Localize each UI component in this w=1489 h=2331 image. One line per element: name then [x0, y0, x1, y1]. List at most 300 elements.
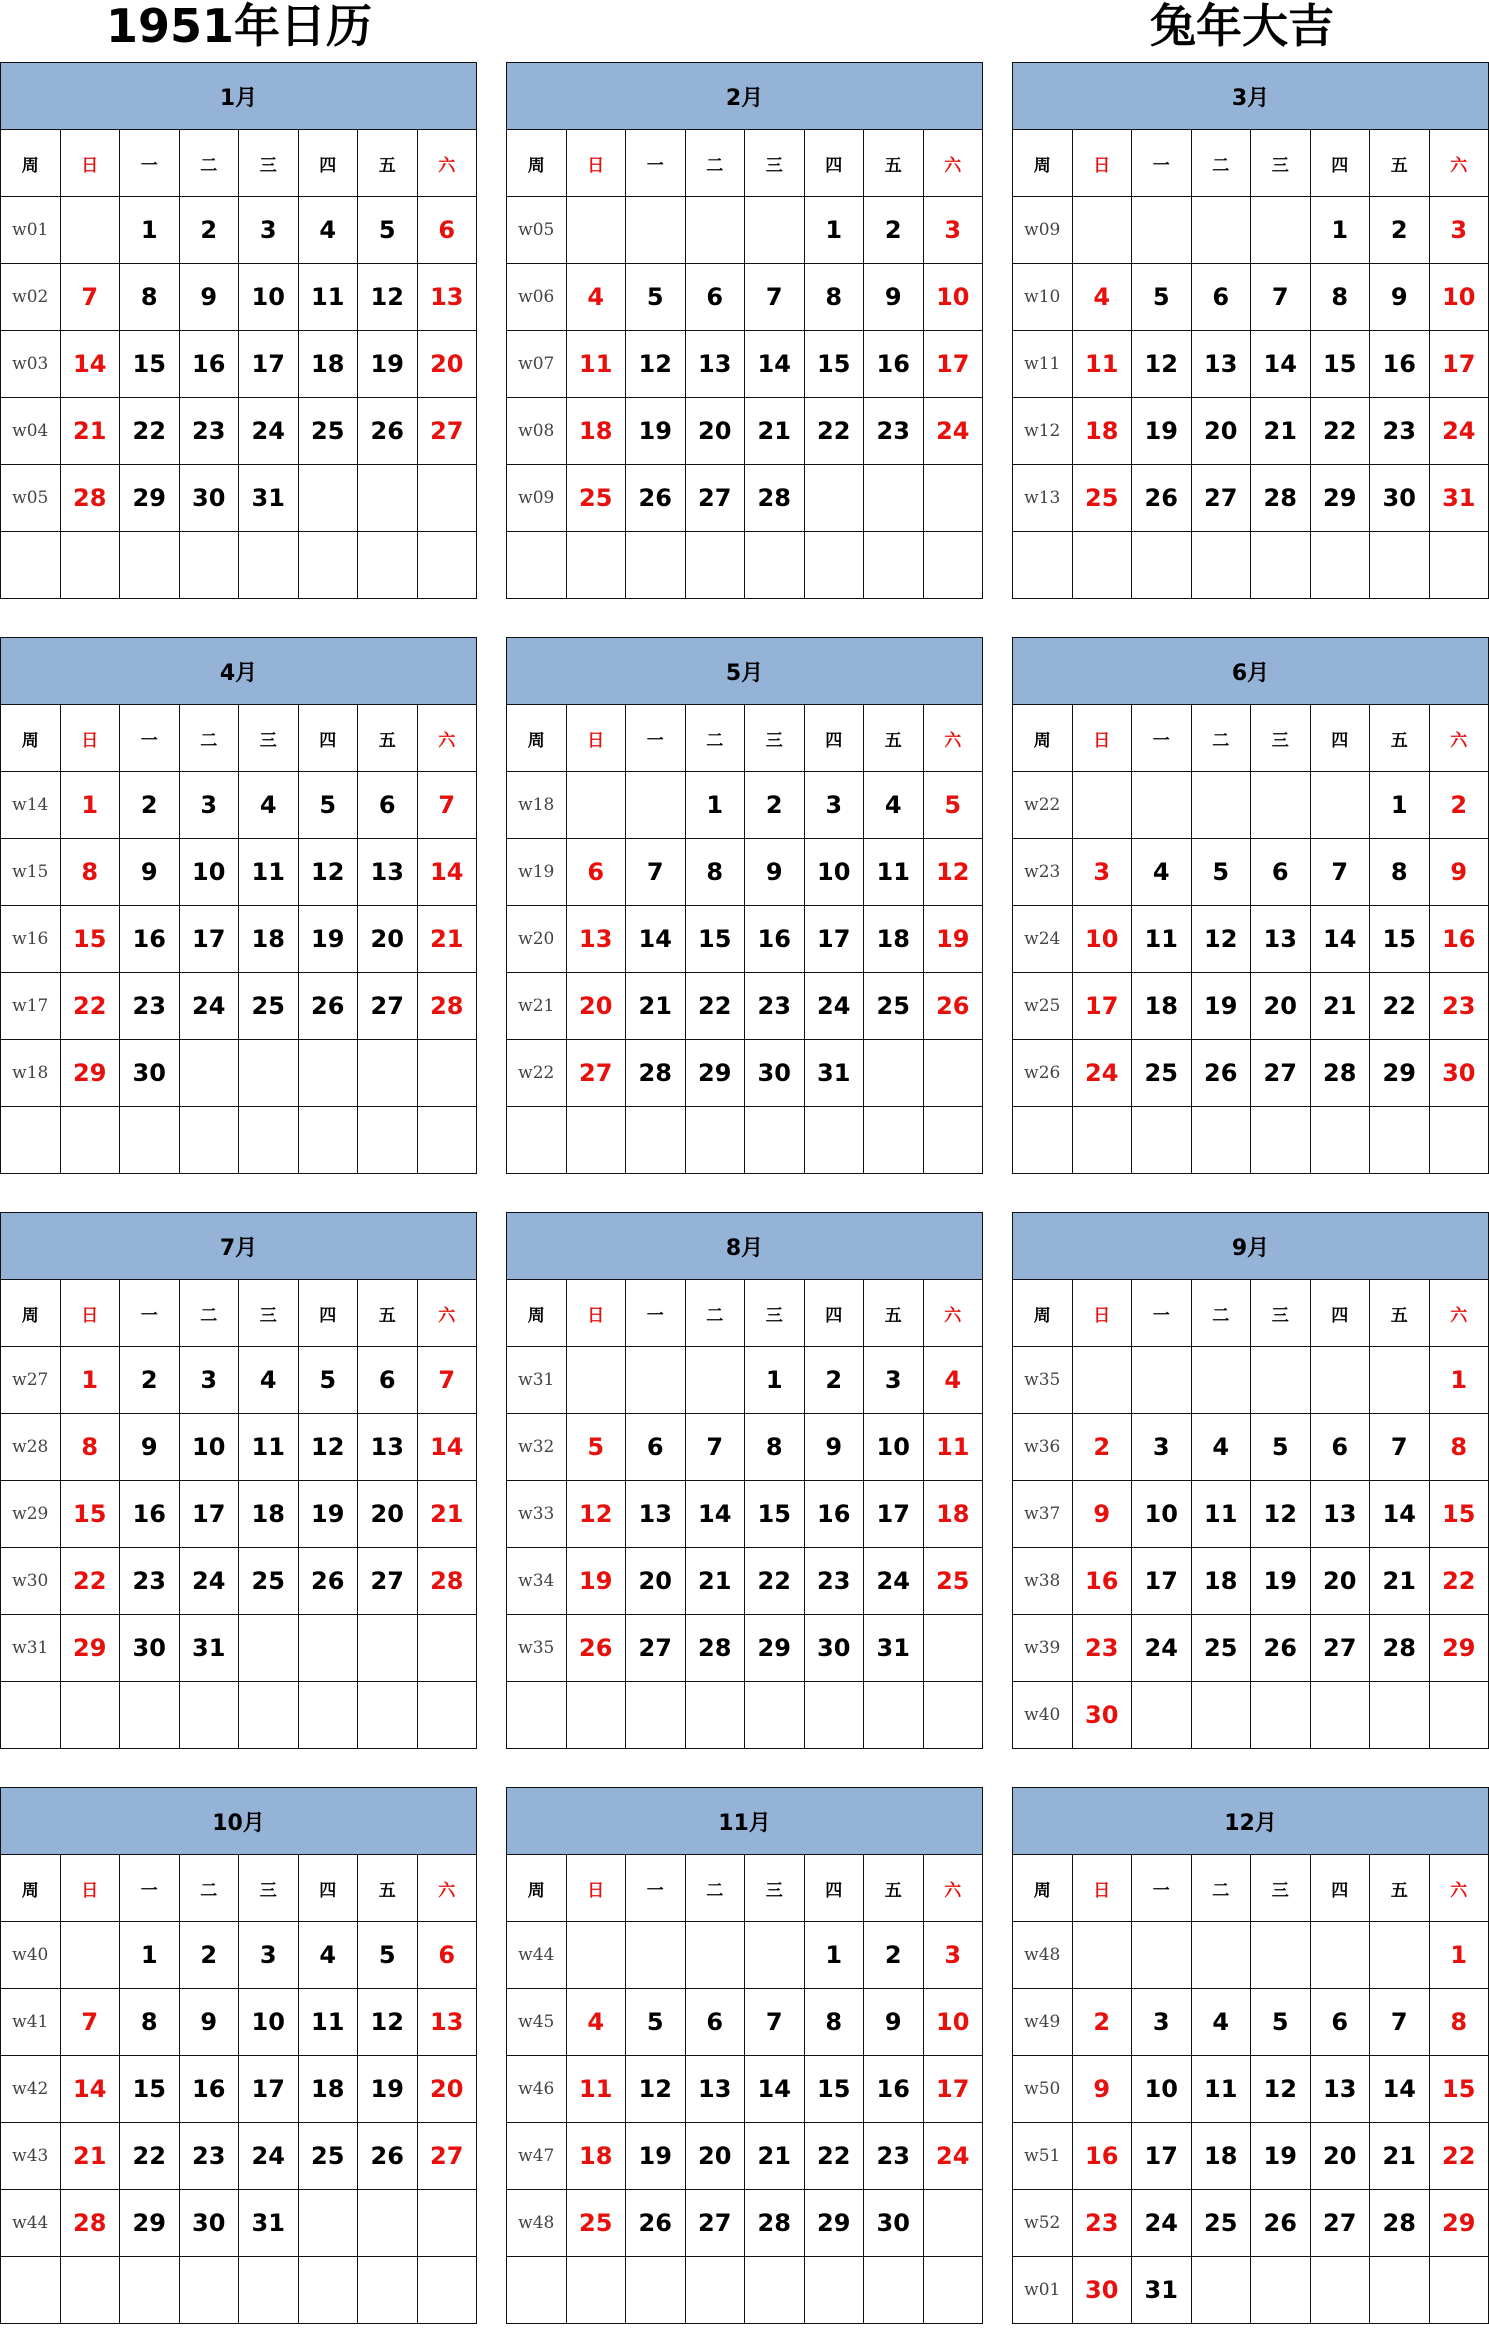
day-cell: 8 [60, 1414, 120, 1481]
day-cell: 2 [1072, 1989, 1132, 2056]
day-cell: 26 [566, 1615, 626, 1682]
day-cell: 6 [417, 197, 477, 264]
day-cell: 24 [1429, 398, 1489, 465]
day-cell: 15 [685, 906, 745, 973]
weekday-label: 二 [685, 1280, 745, 1347]
day-cell: 12 [626, 331, 686, 398]
day-cell: 3 [1072, 839, 1132, 906]
day-cell: 10 [1132, 1481, 1192, 1548]
day-cell [804, 1682, 864, 1749]
day-cell: 25 [566, 2190, 626, 2257]
day-cell: 26 [626, 465, 686, 532]
day-cell: 17 [239, 331, 299, 398]
week-number: w40 [1, 1922, 61, 1989]
day-cell: 17 [179, 1481, 239, 1548]
day-cell: 22 [120, 398, 180, 465]
month-table [0, 1787, 477, 2324]
day-cell: 6 [1310, 1989, 1370, 2056]
day-cell: 1 [1370, 772, 1430, 839]
day-cell [626, 1922, 686, 1989]
weekday-label: 四 [1310, 130, 1370, 197]
day-cell: 8 [804, 264, 864, 331]
week-row [1013, 264, 1489, 331]
weekday-label: 日 [1072, 1855, 1132, 1922]
week-number: w18 [1, 1040, 61, 1107]
week-row [1013, 465, 1489, 532]
day-cell: 17 [239, 2056, 299, 2123]
week-number: w47 [507, 2123, 567, 2190]
weekday-label: 三 [1251, 705, 1311, 772]
day-cell: 16 [120, 906, 180, 973]
day-cell: 1 [120, 197, 180, 264]
weekday-header-row [1013, 705, 1489, 772]
day-cell [417, 2257, 477, 2324]
day-cell: 21 [745, 2123, 805, 2190]
weekday-label: 三 [1251, 1280, 1311, 1347]
day-cell [1072, 532, 1132, 599]
week-row [1, 1040, 477, 1107]
day-cell: 18 [298, 331, 358, 398]
day-cell [298, 2190, 358, 2257]
day-cell: 15 [1429, 1481, 1489, 1548]
week-row [507, 973, 983, 1040]
week-row [1, 1107, 477, 1174]
month-table [506, 637, 983, 1174]
weekday-label: 三 [239, 130, 299, 197]
day-cell: 1 [60, 772, 120, 839]
day-cell: 8 [60, 839, 120, 906]
month-header: 4月 [1, 638, 477, 705]
week-row [507, 532, 983, 599]
day-cell: 11 [1072, 331, 1132, 398]
day-cell: 21 [60, 2123, 120, 2190]
day-cell: 6 [358, 772, 418, 839]
weekday-label: 五 [864, 1855, 924, 1922]
day-cell [417, 1107, 477, 1174]
day-cell: 27 [685, 2190, 745, 2257]
weekday-label: 日 [1072, 130, 1132, 197]
weekday-label: 六 [417, 130, 477, 197]
week-number: w26 [1013, 1040, 1073, 1107]
day-cell [1191, 197, 1251, 264]
day-cell: 31 [804, 1040, 864, 1107]
weekday-label: 四 [1310, 1280, 1370, 1347]
week-number [1013, 1107, 1073, 1174]
day-cell: 3 [1132, 1989, 1192, 2056]
day-cell: 24 [923, 2123, 983, 2190]
day-cell: 18 [1072, 398, 1132, 465]
day-cell: 4 [298, 197, 358, 264]
week-row [1, 1615, 477, 1682]
week-row [1013, 839, 1489, 906]
day-cell [685, 1922, 745, 1989]
week-row [1013, 1414, 1489, 1481]
week-number: w06 [507, 264, 567, 331]
day-cell [417, 2190, 477, 2257]
day-cell: 22 [120, 2123, 180, 2190]
day-cell: 15 [120, 2056, 180, 2123]
month-calendar [0, 1787, 476, 2324]
week-number: w21 [507, 973, 567, 1040]
week-number: w40 [1013, 1682, 1073, 1749]
day-cell: 21 [1251, 398, 1311, 465]
day-cell: 18 [239, 1481, 299, 1548]
day-cell: 2 [804, 1347, 864, 1414]
day-cell [804, 465, 864, 532]
weekday-label: 四 [804, 1855, 864, 1922]
weekday-label: 六 [417, 1280, 477, 1347]
day-cell [685, 1682, 745, 1749]
day-cell: 9 [120, 1414, 180, 1481]
week-number [507, 1107, 567, 1174]
day-cell: 9 [864, 1989, 924, 2056]
day-cell: 27 [358, 973, 418, 1040]
weekday-label: 二 [1191, 1855, 1251, 1922]
day-cell [923, 1040, 983, 1107]
day-cell [1370, 532, 1430, 599]
week-number: w16 [1, 906, 61, 973]
week-number [1, 532, 61, 599]
week-number: w13 [1013, 465, 1073, 532]
day-cell: 16 [804, 1481, 864, 1548]
day-cell: 9 [1072, 2056, 1132, 2123]
day-cell [1191, 1107, 1251, 1174]
day-cell [1251, 772, 1311, 839]
day-cell [864, 1107, 924, 1174]
day-cell: 14 [417, 1414, 477, 1481]
day-cell: 7 [417, 772, 477, 839]
day-cell: 27 [417, 398, 477, 465]
week-number: w01 [1, 197, 61, 264]
week-row [507, 264, 983, 331]
day-cell: 26 [1251, 1615, 1311, 1682]
month-table [0, 62, 477, 599]
weekday-label: 一 [626, 1855, 686, 1922]
day-cell: 5 [626, 264, 686, 331]
weekday-label: 三 [239, 1280, 299, 1347]
weekday-label: 三 [1251, 130, 1311, 197]
weekday-label: 一 [120, 1855, 180, 1922]
week-number: w33 [507, 1481, 567, 1548]
weekday-header-row [1013, 130, 1489, 197]
day-cell: 28 [1310, 1040, 1370, 1107]
day-cell: 15 [1370, 906, 1430, 973]
week-number: w41 [1, 1989, 61, 2056]
weekday-label: 六 [417, 705, 477, 772]
day-cell: 11 [566, 2056, 626, 2123]
month-calendar [506, 1212, 982, 1749]
day-cell [685, 197, 745, 264]
day-cell: 25 [1191, 2190, 1251, 2257]
week-row [1, 772, 477, 839]
day-cell: 11 [298, 1989, 358, 2056]
day-cell: 10 [239, 1989, 299, 2056]
day-cell: 18 [1132, 973, 1192, 1040]
week-row [507, 465, 983, 532]
weekday-label: 一 [626, 130, 686, 197]
day-cell [179, 1040, 239, 1107]
day-cell: 12 [923, 839, 983, 906]
day-cell: 4 [1132, 839, 1192, 906]
day-cell: 29 [60, 1040, 120, 1107]
day-cell: 12 [1132, 331, 1192, 398]
week-row [1013, 973, 1489, 1040]
weekday-label: 三 [745, 705, 805, 772]
day-cell [1132, 532, 1192, 599]
day-cell: 7 [1370, 1414, 1430, 1481]
day-cell: 24 [1132, 1615, 1192, 1682]
day-cell: 14 [417, 839, 477, 906]
month-calendar [0, 637, 476, 1174]
day-cell [358, 2257, 418, 2324]
day-cell: 22 [1429, 1548, 1489, 1615]
day-cell [1132, 197, 1192, 264]
day-cell: 22 [804, 398, 864, 465]
week-row [507, 197, 983, 264]
weekday-header-row [1013, 1855, 1489, 1922]
day-cell: 30 [179, 2190, 239, 2257]
day-cell: 10 [239, 264, 299, 331]
week-number: w48 [1013, 1922, 1073, 1989]
day-cell: 27 [566, 1040, 626, 1107]
day-cell: 1 [1429, 1347, 1489, 1414]
day-cell: 21 [1370, 2123, 1430, 2190]
week-row [1, 1347, 477, 1414]
day-cell: 26 [1251, 2190, 1311, 2257]
weekday-label: 四 [804, 705, 864, 772]
day-cell: 30 [864, 2190, 924, 2257]
day-cell: 6 [685, 1989, 745, 2056]
week-row [1, 465, 477, 532]
day-cell: 15 [745, 1481, 805, 1548]
day-cell: 17 [804, 906, 864, 973]
day-cell [179, 2257, 239, 2324]
day-cell [923, 2257, 983, 2324]
day-cell: 28 [417, 973, 477, 1040]
slogan: 兔年大吉 [1150, 0, 1334, 53]
week-number: w22 [1013, 772, 1073, 839]
day-cell [923, 465, 983, 532]
week-number: w45 [507, 1989, 567, 2056]
day-cell [745, 532, 805, 599]
weekday-header-row [1, 1280, 477, 1347]
day-cell [804, 2257, 864, 2324]
day-cell [745, 2257, 805, 2324]
day-cell: 29 [1370, 1040, 1430, 1107]
day-cell [685, 1107, 745, 1174]
weekday-label: 五 [358, 705, 418, 772]
day-cell: 12 [1191, 906, 1251, 973]
weekday-header-row [507, 130, 983, 197]
day-cell: 23 [179, 2123, 239, 2190]
day-cell: 20 [358, 1481, 418, 1548]
day-cell: 29 [685, 1040, 745, 1107]
day-cell: 24 [239, 398, 299, 465]
weekday-label: 周 [1013, 705, 1073, 772]
day-cell: 16 [1072, 1548, 1132, 1615]
weekday-label: 一 [626, 705, 686, 772]
week-row [1013, 197, 1489, 264]
day-cell: 4 [239, 1347, 299, 1414]
day-cell: 9 [179, 264, 239, 331]
day-cell: 9 [864, 264, 924, 331]
day-cell: 13 [1310, 2056, 1370, 2123]
day-cell: 8 [1310, 264, 1370, 331]
week-row [1, 2056, 477, 2123]
day-cell: 25 [1072, 465, 1132, 532]
day-cell [566, 1682, 626, 1749]
weekday-header-row [507, 1280, 983, 1347]
weekday-label: 六 [417, 1855, 477, 1922]
weekday-label: 六 [1429, 1280, 1489, 1347]
weekday-label: 日 [1072, 1280, 1132, 1347]
day-cell [120, 1107, 180, 1174]
week-row [507, 1615, 983, 1682]
day-cell [745, 1107, 805, 1174]
day-cell [923, 1682, 983, 1749]
month-table [1012, 1212, 1489, 1749]
weekday-label: 二 [685, 1855, 745, 1922]
day-cell: 18 [298, 2056, 358, 2123]
day-cell [1072, 1922, 1132, 1989]
month-calendar [0, 1212, 476, 1749]
day-cell [358, 532, 418, 599]
weekday-label: 三 [745, 1280, 805, 1347]
day-cell [1429, 2257, 1489, 2324]
week-row [507, 1682, 983, 1749]
day-cell [358, 2190, 418, 2257]
day-cell [1310, 1682, 1370, 1749]
day-cell: 25 [1132, 1040, 1192, 1107]
day-cell: 21 [685, 1548, 745, 1615]
day-cell: 28 [745, 465, 805, 532]
day-cell [923, 532, 983, 599]
weekday-label: 四 [298, 1280, 358, 1347]
day-cell: 7 [626, 839, 686, 906]
day-cell [626, 532, 686, 599]
day-cell: 27 [1310, 1615, 1370, 1682]
weekday-label: 五 [1370, 705, 1430, 772]
day-cell: 7 [1370, 1989, 1430, 2056]
day-cell [864, 465, 924, 532]
day-cell [1429, 532, 1489, 599]
week-row [1, 973, 477, 1040]
week-row [507, 1481, 983, 1548]
week-row [1013, 2190, 1489, 2257]
day-cell [923, 1615, 983, 1682]
day-cell: 11 [864, 839, 924, 906]
day-cell: 23 [120, 973, 180, 1040]
day-cell: 6 [685, 264, 745, 331]
week-number: w31 [507, 1347, 567, 1414]
day-cell: 3 [179, 772, 239, 839]
week-row [1013, 331, 1489, 398]
week-number: w51 [1013, 2123, 1073, 2190]
weekday-header-row [507, 705, 983, 772]
day-cell: 2 [1429, 772, 1489, 839]
day-cell: 19 [566, 1548, 626, 1615]
weekday-label: 一 [626, 1280, 686, 1347]
week-row [1, 1922, 477, 1989]
day-cell: 2 [1072, 1414, 1132, 1481]
week-number [1013, 532, 1073, 599]
week-number: w05 [1, 465, 61, 532]
day-cell: 8 [1370, 839, 1430, 906]
day-cell: 15 [60, 906, 120, 973]
day-cell: 11 [566, 331, 626, 398]
day-cell: 29 [1310, 465, 1370, 532]
week-row [507, 1414, 983, 1481]
day-cell: 25 [566, 465, 626, 532]
week-number: w22 [507, 1040, 567, 1107]
day-cell [358, 465, 418, 532]
day-cell: 20 [417, 2056, 477, 2123]
day-cell: 20 [417, 331, 477, 398]
week-number [1, 2257, 61, 2324]
day-cell: 27 [685, 465, 745, 532]
week-row [1, 532, 477, 599]
month-calendar [506, 637, 982, 1174]
week-row [507, 1040, 983, 1107]
day-cell [1429, 1107, 1489, 1174]
week-number: w12 [1013, 398, 1073, 465]
weekday-label: 一 [1132, 1280, 1192, 1347]
weekday-label: 四 [1310, 705, 1370, 772]
week-number: w15 [1, 839, 61, 906]
day-cell [239, 532, 299, 599]
day-cell: 14 [1310, 906, 1370, 973]
weekday-label: 一 [1132, 130, 1192, 197]
month-table [1012, 1787, 1489, 2324]
day-cell: 18 [864, 906, 924, 973]
day-cell: 17 [923, 2056, 983, 2123]
day-cell: 30 [745, 1040, 805, 1107]
day-cell [1132, 772, 1192, 839]
day-cell: 1 [804, 197, 864, 264]
week-number: w02 [1, 264, 61, 331]
day-cell: 24 [804, 973, 864, 1040]
weekday-label: 六 [923, 1280, 983, 1347]
day-cell: 13 [566, 906, 626, 973]
day-cell: 11 [1191, 2056, 1251, 2123]
day-cell [60, 1682, 120, 1749]
day-cell [566, 1347, 626, 1414]
weekday-label: 六 [1429, 130, 1489, 197]
weekday-header-row [507, 1855, 983, 1922]
day-cell [60, 197, 120, 264]
month-header: 2月 [507, 63, 983, 130]
day-cell: 2 [1370, 197, 1430, 264]
day-cell: 6 [417, 1922, 477, 1989]
week-row [507, 331, 983, 398]
day-cell: 27 [626, 1615, 686, 1682]
day-cell: 6 [1310, 1414, 1370, 1481]
weekday-label: 三 [1251, 1855, 1311, 1922]
day-cell: 10 [804, 839, 864, 906]
day-cell: 25 [1191, 1615, 1251, 1682]
day-cell: 7 [745, 264, 805, 331]
weekday-label: 五 [864, 1280, 924, 1347]
day-cell: 19 [626, 398, 686, 465]
day-cell [1251, 2257, 1311, 2324]
day-cell [1251, 1922, 1311, 1989]
week-row [1, 398, 477, 465]
day-cell: 31 [239, 2190, 299, 2257]
weekday-label: 周 [1013, 1280, 1073, 1347]
day-cell: 12 [358, 1989, 418, 2056]
week-row [507, 2123, 983, 2190]
week-row [1013, 1682, 1489, 1749]
